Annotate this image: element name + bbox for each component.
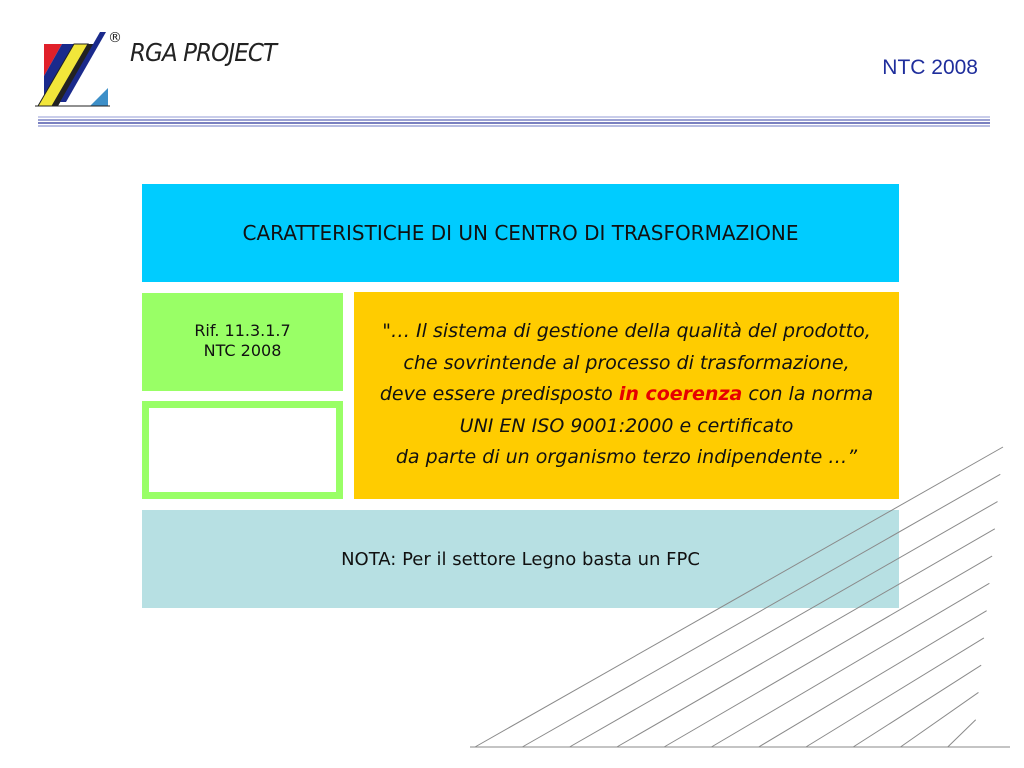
slide-title: CARATTERISTICHE DI UN CENTRO DI TRASFORMAZIONE <box>242 221 799 245</box>
header-divider <box>38 116 990 128</box>
quote-line-4: UNI EN ISO 9001:2000 e certificato <box>459 414 794 437</box>
mesh-line <box>948 720 976 747</box>
reference-line-2: NTC 2008 <box>203 341 282 360</box>
quote-line-1: "… Il sistema di gestione della qualità del prodotto, <box>382 320 871 342</box>
decorative-line-mesh <box>465 440 1015 760</box>
mesh-line <box>570 502 998 747</box>
mesh-line <box>664 556 992 747</box>
empty-outlined-box <box>142 401 343 499</box>
mesh-line <box>711 583 989 747</box>
slide-title-box <box>142 184 899 282</box>
note-text: NOTA: Per il settore Legno basta un FPC <box>341 548 700 570</box>
quote-line-3 <box>380 379 873 411</box>
brand-name: RGA PROJECT <box>130 38 277 67</box>
quote-line-3-end: con la norma <box>742 383 874 405</box>
mesh-line <box>759 611 987 747</box>
quote-highlight: in coerenza <box>618 383 743 405</box>
registered-mark: ® <box>108 30 122 46</box>
quote-line-3-start: deve essere predisposto <box>379 383 619 405</box>
mesh-line <box>617 529 995 747</box>
mesh-line <box>900 692 978 747</box>
reference-line-1: Rif. 11.3.1.7 <box>194 321 291 340</box>
reference-box <box>142 293 343 391</box>
quote-line-2: che sovrintende al processo di trasformazione, <box>403 351 850 374</box>
mesh-line <box>522 474 1000 747</box>
quote-line-5: da parte di un organismo terzo indipendente …” <box>395 446 858 468</box>
document-title: NTC 2008 <box>882 56 978 79</box>
mesh-line <box>806 638 984 747</box>
